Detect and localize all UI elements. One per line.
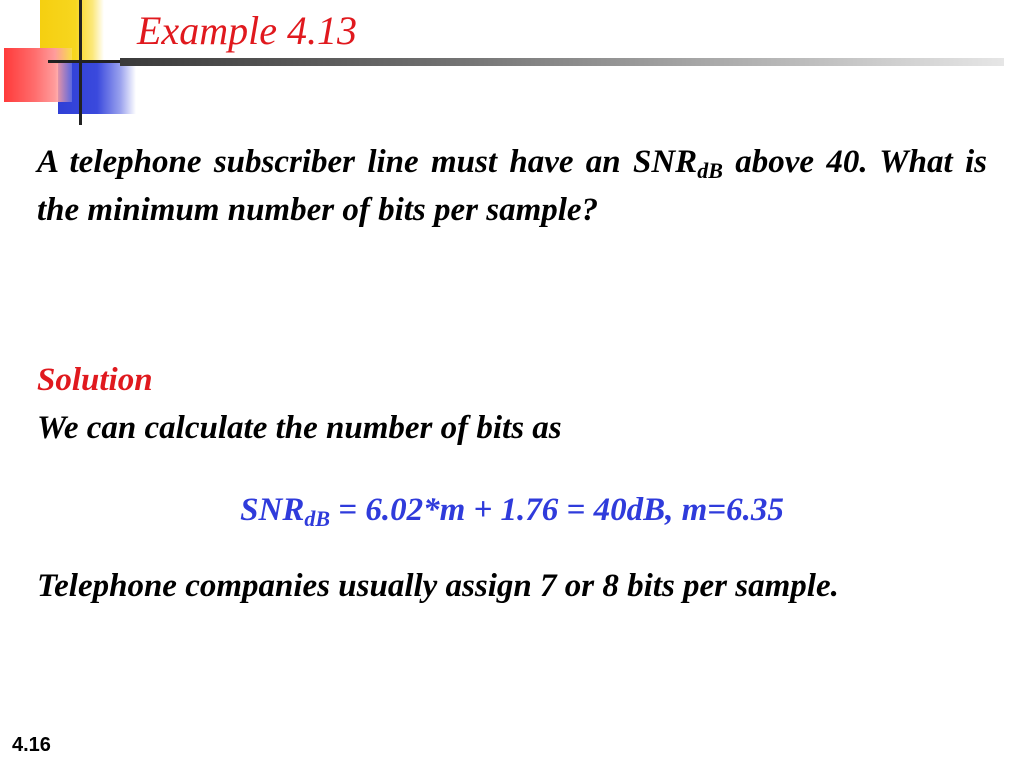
- formula-subscript: dB: [304, 506, 331, 531]
- page-number: 4.16: [12, 734, 51, 756]
- question-text-part-2: above 40. What is the minimum number of bits per sample?: [37, 144, 987, 228]
- slide-logo-decoration: [0, 0, 140, 125]
- solution-heading: Solution: [37, 362, 153, 398]
- conclusion-text: Telephone companies usually assign 7 or 8 bits per sample.: [37, 568, 839, 604]
- title-underline-rule: [120, 58, 1004, 66]
- question-subscript: dB: [697, 158, 723, 183]
- solution-text: We can calculate the number of bits as: [37, 410, 562, 446]
- logo-red-square: [4, 48, 72, 102]
- question-text: [37, 138, 987, 234]
- formula-lhs: SNR: [240, 492, 305, 528]
- question-text-part-1: A telephone subscriber line must have an SNR: [37, 144, 698, 180]
- slide-title: Example 4.13: [137, 8, 357, 53]
- formula-rhs: = 6.02*m + 1.76 = 40dB, m=6.35: [330, 492, 784, 528]
- snr-formula: [0, 488, 1024, 532]
